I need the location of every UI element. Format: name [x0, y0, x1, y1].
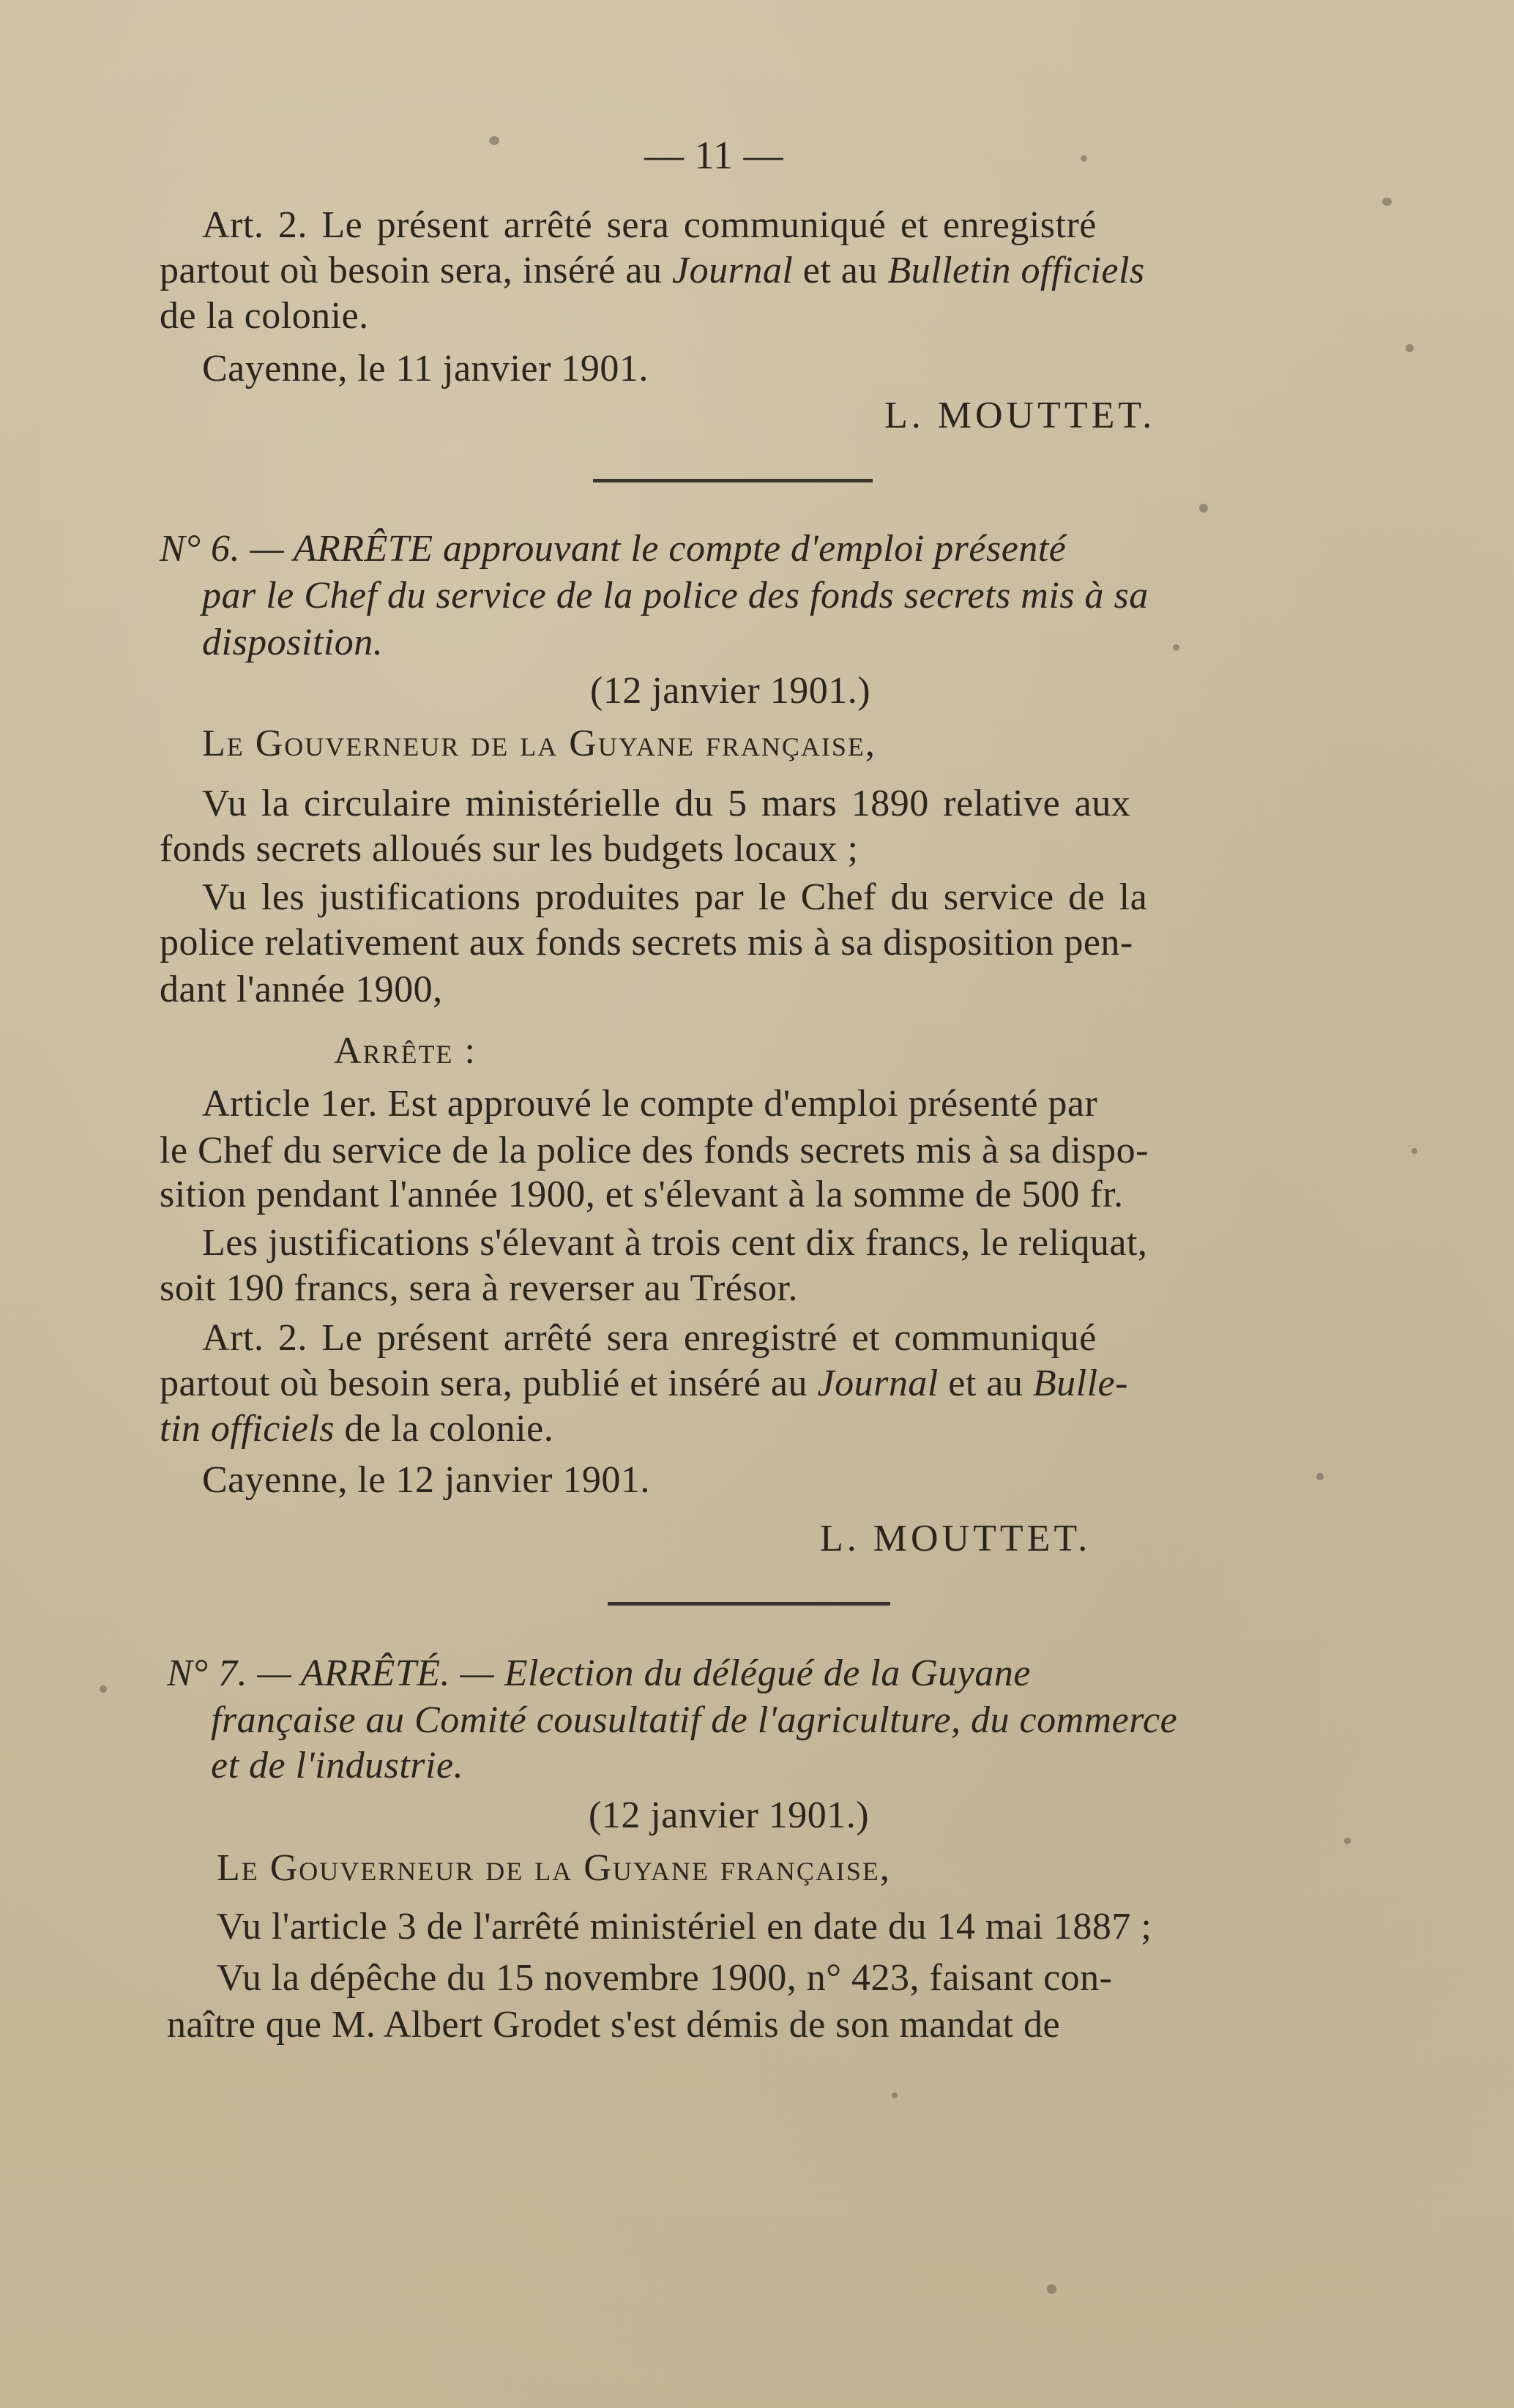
section-2-line-16: soit 190 francs, sera à reverser au Trésor.: [160, 1267, 799, 1309]
text-line: [334, 1028, 477, 1075]
dateline: Cayenne, le 12 janvier 1901.: [202, 1459, 650, 1501]
text-line: [217, 1955, 1113, 2002]
section-2-line-17: Art. 2. Le présent arrêté sera enregistré et communiqué: [202, 1317, 1097, 1359]
section-divider: [608, 1602, 890, 1606]
paper-speck: [1081, 155, 1087, 162]
text-line: [160, 1406, 553, 1453]
text-line: [167, 1650, 1031, 1697]
paper-speck: [1344, 1838, 1351, 1844]
section-2-line-6: Vu la circulaire ministérielle du 5 mars 1890 relative aux: [202, 783, 1131, 824]
section-2-line-10: dant l'année 1900,: [160, 969, 443, 1010]
section-2-line-15: Les justifications s'élevant à trois cent dix francs, le reliquat,: [202, 1222, 1148, 1264]
section-1-line-1: Art. 2. Le présent arrêté sera communiqué et enregistré: [202, 204, 1097, 246]
text-line: [590, 668, 870, 715]
text-line: [202, 619, 383, 666]
decree-heading-line-2: par le Chef du service de la police des fonds secrets mis à sa: [202, 575, 1149, 616]
section-2-line-18: partout où besoin sera, publié et inséré au Journal et au Bulle-: [160, 1363, 1128, 1404]
arrete-heading: Arrête :: [334, 1030, 477, 1072]
paper-speck: [100, 1685, 107, 1693]
decree-heading-line-1: N° 6. — ARRÊTE approuvant le compte d'emploi présenté: [160, 528, 1067, 570]
text-line: [160, 1171, 1124, 1218]
italic-text: Journal: [817, 1363, 939, 1404]
signature-text: L. MOUTTET.: [884, 395, 1156, 436]
text-line: [211, 1697, 1177, 1744]
text-line: [202, 780, 1130, 827]
section-3-line-6: Vu l'article 3 de l'arrêté ministériel en date du 14 mai 1887 ;: [217, 1906, 1152, 1947]
section-1-line-3: de la colonie.: [160, 295, 369, 337]
section-divider: [593, 479, 873, 482]
text-line: [217, 1904, 1152, 1950]
text-line: [160, 920, 1133, 966]
decree-heading-line-1: N° 7. — ARRÊTÉ. — Election du délégué de la Guyane: [167, 1652, 1031, 1694]
signature-text: L. MOUTTET.: [820, 1518, 1092, 1559]
section-2-line-14: sition pendant l'année 1900, et s'élevant à la somme de 500 fr.: [160, 1174, 1124, 1215]
text-line: [167, 2002, 1060, 2049]
paper-speck: [1382, 198, 1392, 206]
text-line: [160, 526, 1066, 573]
decree-date: (12 janvier 1901.): [590, 670, 871, 712]
text-line: [160, 247, 1145, 294]
text-line: [160, 1360, 1128, 1407]
text-line: [217, 1845, 891, 1892]
text-line: [160, 293, 369, 340]
decree-heading-line-2: française au Comité cousultatif de l'agriculture, du commerce: [211, 1699, 1178, 1741]
page-number: — 11 —: [644, 133, 783, 177]
text-line: [160, 1265, 798, 1312]
paper-speck: [1199, 504, 1208, 512]
text-line: [202, 1081, 1097, 1127]
text-line: [202, 1220, 1147, 1267]
paper-speck: [1412, 1148, 1417, 1154]
paper-speck: [489, 136, 499, 145]
text-line: [160, 966, 443, 1013]
paper-speck: [892, 2092, 898, 2098]
governor-line: Le Gouverneur de la Guyane française,: [217, 1847, 891, 1889]
paper-speck: [1406, 344, 1414, 352]
section-2-line-12: Article 1er. Est approuvé le compte d'emploi présenté par: [202, 1083, 1098, 1125]
text-line: [589, 1792, 869, 1839]
section-2-line-19: tin officiels de la colonie.: [160, 1408, 554, 1450]
text-line: [202, 720, 876, 767]
signature: [820, 1516, 1091, 1562]
paper-speck: [1047, 2284, 1056, 2294]
decree-date: (12 janvier 1901.): [589, 1794, 870, 1836]
section-1-line-2: partout où besoin sera, inséré au Journal et au Bulletin officiels: [160, 250, 1145, 291]
governor-line: Le Gouverneur de la Guyane française,: [202, 723, 876, 764]
text-line: [202, 1315, 1097, 1362]
italic-text: Bulletin officiels: [887, 250, 1145, 291]
signature: [884, 392, 1155, 439]
italic-text: Bulle-: [1032, 1363, 1128, 1404]
decree-heading-line-3: et de l'industrie.: [211, 1745, 464, 1786]
decree-heading-line-3: disposition.: [202, 622, 384, 663]
text-line: [211, 1742, 463, 1789]
section-2-line-7: fonds secrets alloués sur les budgets locaux ;: [160, 828, 859, 870]
text-line: [202, 1457, 650, 1504]
section-2-line-9: police relativement aux fonds secrets mis à sa disposition pen-: [160, 922, 1133, 963]
text-line: [202, 573, 1149, 619]
paper-speck: [1173, 644, 1179, 651]
paper-speck: [1316, 1473, 1324, 1480]
section-2-line-13: le Chef du service de la police des fonds secrets mis à sa dispo-: [160, 1130, 1149, 1171]
section-3-line-7: Vu la dépêche du 15 novembre 1900, n° 423, faisant con-: [217, 1957, 1113, 1999]
text-line: [160, 1127, 1149, 1174]
section-2-line-8: Vu les justifications produites par le Chef du service de la: [202, 876, 1148, 918]
text-line: [160, 826, 858, 873]
italic-text: Journal: [672, 250, 794, 291]
section-3-line-8: naître que M. Albert Grodet s'est démis de son mandat de: [167, 2004, 1061, 2046]
text-line: [202, 202, 1097, 249]
italic-text: tin officiels: [160, 1408, 335, 1450]
text-line: [202, 874, 1147, 921]
dateline: Cayenne, le 11 janvier 1901.: [202, 348, 649, 389]
text-line: [202, 346, 649, 392]
